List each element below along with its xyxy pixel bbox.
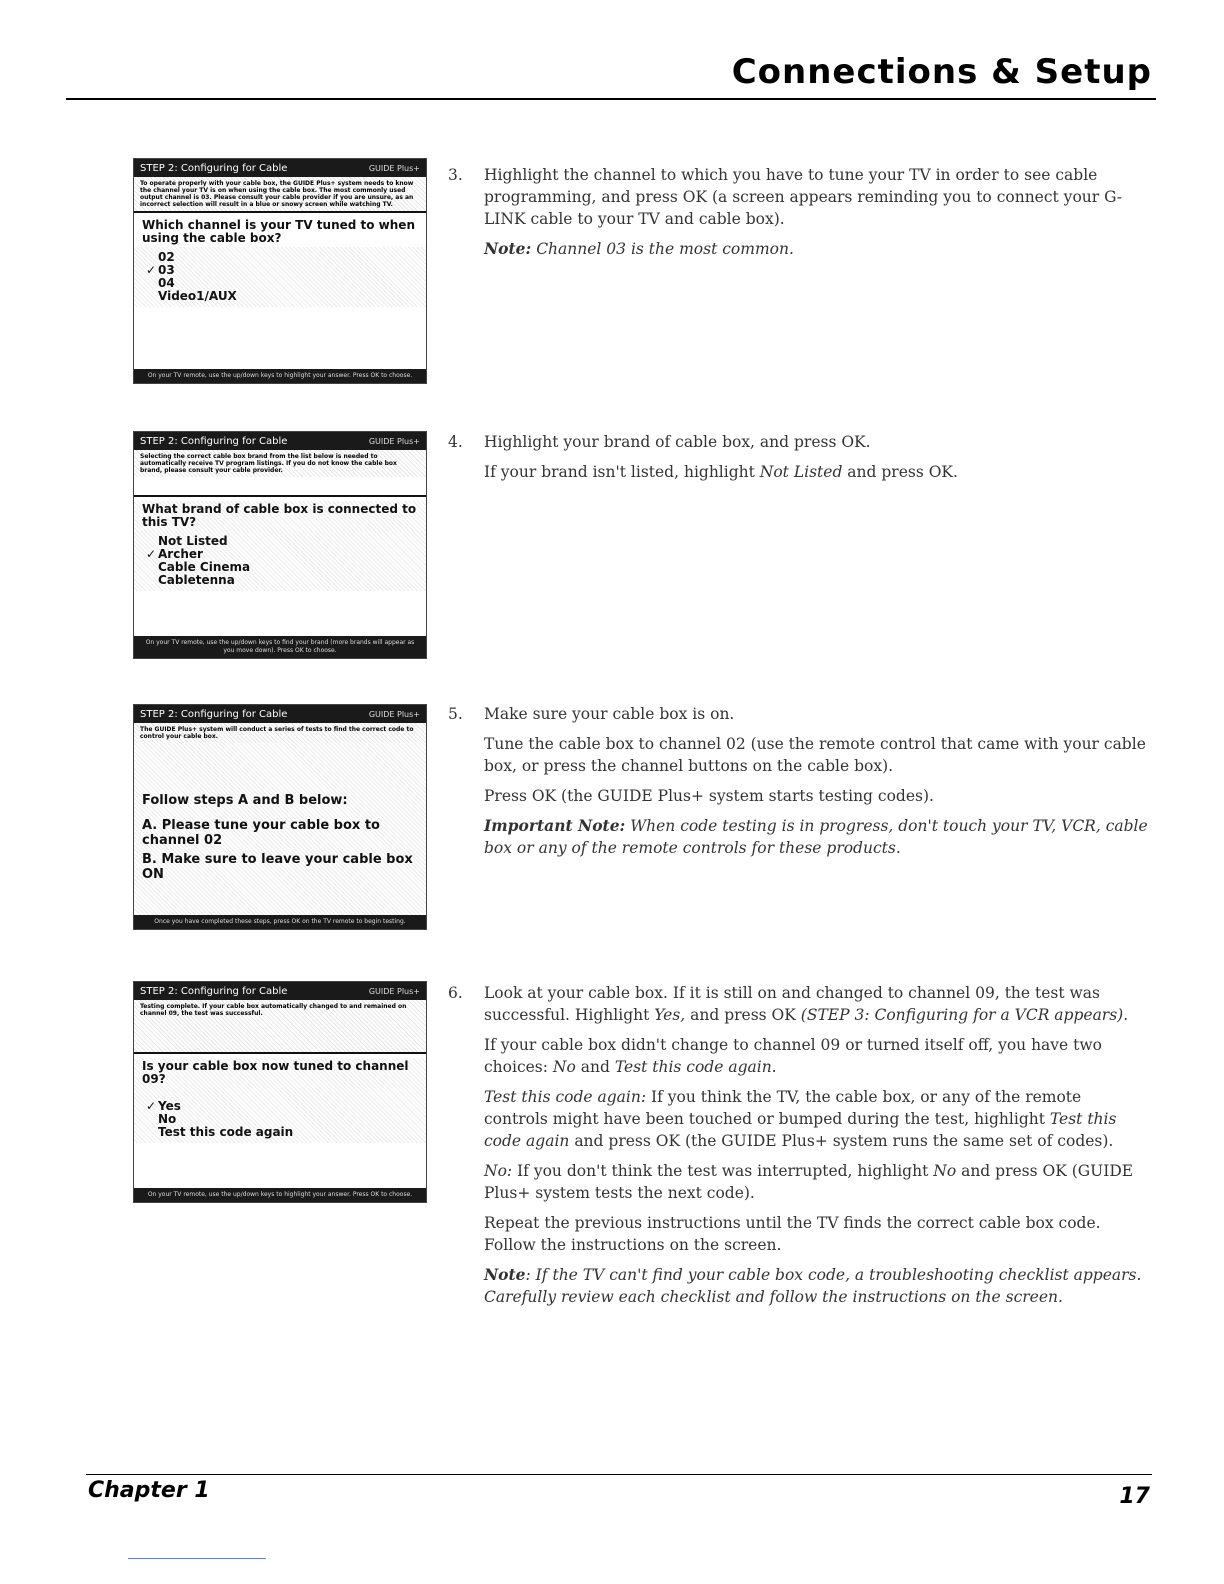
check-icon: ✓ (146, 547, 157, 561)
option-label: No (158, 1112, 177, 1126)
screen-footer: On your TV remote, use the up/down keys to find your brand (more brands will appear as you move down). Press OK to choose. (134, 636, 426, 658)
note-text: Channel 03 is the most common. (536, 240, 794, 258)
note-label: Important Note: (484, 816, 626, 835)
step-text (484, 1034, 1148, 1078)
check-icon (146, 1126, 158, 1139)
note-text: : If the TV can't find your cable box code, a troubleshooting checklist appears. Carefully review each checklist and follow the instructions on the screen. (484, 1266, 1142, 1306)
screen-title: STEP 2: Configuring for Cable (140, 708, 288, 720)
option-item[interactable] (146, 251, 426, 264)
note-label: Note (484, 1265, 526, 1284)
step-text: Repeat the previous instructions until the TV finds the correct cable box code. Follow the instructions on the screen. (484, 1214, 1101, 1254)
screen-question: What brand of cable box is connected to this TV? (134, 501, 426, 531)
page-number: 17 (1119, 1484, 1150, 1509)
screen-title: STEP 2: Configuring for Cable (140, 162, 288, 174)
option-label: 03 (158, 263, 175, 277)
text-run: If you don't think the test was interrupted, highlight (512, 1162, 934, 1180)
screen-channel-select (133, 158, 427, 384)
text-run-italic: No: (484, 1162, 513, 1180)
text-run-italic: Not Listed (759, 463, 843, 481)
divider (134, 1052, 426, 1054)
screen-title: STEP 2: Configuring for Cable (140, 985, 288, 997)
instruction-line: A. Please tune your cable box to channel 02 (142, 818, 380, 848)
step-note (484, 238, 1148, 260)
divider (134, 211, 426, 213)
text-run-italic: Test this code again. (614, 1058, 777, 1076)
guide-plus-logo: GUIDE Plus+ (368, 709, 420, 719)
note-label: Note: (484, 239, 532, 258)
divider (134, 495, 426, 497)
text-run: and press OK. (842, 463, 958, 481)
instruction-line: B. Make sure to leave your cable box ON (142, 852, 413, 882)
option-item[interactable] (146, 1100, 426, 1113)
screen-titlebar (134, 432, 426, 450)
option-label: Cabletenna (158, 573, 235, 587)
screen-question: Which channel is your TV tuned to when using the cable box? (142, 218, 415, 245)
option-item[interactable] (146, 1126, 426, 1139)
check-icon: ✓ (146, 1099, 157, 1113)
text-run-italic: Yes, (654, 1006, 686, 1024)
option-list (134, 1088, 426, 1143)
check-icon (146, 561, 158, 574)
option-label: Video1/AUX (158, 289, 237, 303)
text-run: and press OK (685, 1006, 801, 1024)
screen-footer: On your TV remote, use the up/down keys to highlight your answer. Press OK to choose. (134, 369, 426, 383)
page-header-title: Connections & Setup (731, 52, 1152, 92)
text-run-italic: No (933, 1162, 957, 1180)
step-3 (448, 164, 1148, 268)
screen-intro: The GUIDE Plus+ system will conduct a series of tests to find the correct code to control your cable box. (134, 723, 426, 743)
step-text: Press OK (the GUIDE Plus+ system starts testing codes). (484, 787, 934, 805)
guide-plus-logo: GUIDE Plus+ (368, 986, 420, 996)
screen-test-result (133, 981, 427, 1203)
screen-intro: Selecting the correct cable box brand from the list below is needed to automatically receive TV program listings. If you do not know the cable box brand, please consult your cable provider. (134, 450, 426, 477)
check-icon (146, 290, 158, 303)
text-run-italic: (STEP 3: Configuring for a VCR appears). (800, 1006, 1129, 1024)
step-text: Make sure your cable box is on. (484, 705, 735, 723)
step-text: Highlight your brand of cable box, and press OK. (484, 433, 871, 451)
step-text: Highlight the channel to which you have to tune your TV in order to see cable programming, and press OK (a screen appears reminding you to connect your G-LINK cable to your TV and cable box). (484, 166, 1122, 228)
text-run: and press OK (the GUIDE Plus+ system runs the same set of codes). (569, 1132, 1114, 1150)
screen-title: STEP 2: Configuring for Cable (140, 435, 288, 447)
step-text (484, 1086, 1148, 1152)
check-icon (146, 574, 158, 587)
text-run-italic: No (552, 1058, 576, 1076)
option-item[interactable] (146, 574, 426, 587)
option-label: Test this code again (158, 1125, 294, 1139)
text-run-italic: Test this code again: (484, 1088, 647, 1106)
check-icon (146, 1113, 158, 1126)
text-run: If your cable box didn't change to channel 09 or turned itself off, you have two choices: (484, 1036, 1102, 1076)
text-run: If you think the TV, the cable box, or any of the remote controls might have been touched or bumped during the test, highlight (484, 1088, 1082, 1128)
option-label: Archer (158, 547, 203, 561)
option-label: 04 (158, 276, 175, 290)
check-icon: ✓ (146, 263, 157, 277)
option-label: Not Listed (158, 534, 228, 548)
text-run: and press OK (GUIDE Plus+ system tests the next code). (484, 1162, 1134, 1202)
screen-footer: On your TV remote, use the up/down keys to highlight your answer. Press OK to choose. (134, 1188, 426, 1202)
option-label: 02 (158, 250, 175, 264)
text-run-italic: Test this code again (484, 1110, 1117, 1150)
text-run: Look at your cable box. If it is still on and changed to channel 09, the test was successful. Highlight (484, 984, 1100, 1024)
step-number: 4. (448, 433, 463, 451)
option-list (134, 531, 426, 591)
screen-intro: To operate properly with your cable box, the GUIDE Plus+ system needs to know the channel your TV is on when using the cable box. The most commonly used output channel is 03. Please consult your cable provider if you are unsure, as an incorrect selection will result in a blue or snowy screen while watching TV. (134, 177, 426, 211)
screen-heading: Follow steps A and B below: (142, 793, 348, 808)
step-5 (448, 703, 1148, 867)
screen-titlebar (134, 982, 426, 1000)
scan-artifact-line (128, 1558, 266, 1559)
text-run: and (575, 1058, 615, 1076)
step-4 (448, 431, 1148, 491)
guide-plus-logo: GUIDE Plus+ (368, 436, 420, 446)
step-note (484, 1264, 1148, 1308)
screen-question: Is your cable box now tuned to channel 09? (134, 1058, 426, 1088)
check-icon (146, 277, 158, 290)
option-label: Yes (158, 1099, 181, 1113)
header-rule (66, 98, 1156, 100)
step-text-2 (484, 461, 1148, 483)
option-list (134, 247, 426, 307)
option-item[interactable] (146, 264, 426, 277)
screen-intro: Testing complete. If your cable box automatically changed to and remained on channel 09, the test was successful. (134, 1000, 426, 1052)
step-number: 5. (448, 705, 463, 723)
text-run: If your brand isn't listed, highlight (484, 463, 760, 481)
footer-rule (86, 1474, 1152, 1475)
step-text (484, 1160, 1148, 1204)
note-text: When code testing is in progress, don't touch your TV, VCR, cable box or any of the remote controls for these products. (484, 817, 1148, 857)
option-label: Cable Cinema (158, 560, 251, 574)
option-item[interactable] (146, 290, 426, 303)
screen-titlebar (134, 705, 426, 723)
screen-code-test (133, 704, 427, 930)
step-note (484, 815, 1148, 859)
screen-footer: Once you have completed these steps, press OK on the TV remote to begin testing. (134, 915, 426, 929)
step-6 (448, 982, 1148, 1316)
step-text (484, 982, 1148, 1026)
screen-titlebar (134, 159, 426, 177)
guide-plus-logo: GUIDE Plus+ (368, 163, 420, 173)
step-number: 6. (448, 984, 463, 1002)
step-number: 3. (448, 166, 463, 184)
step-text: Tune the cable box to channel 02 (use the remote control that came with your cable box, or press the channel buttons on the cable box). (484, 735, 1146, 775)
screen-brand-select (133, 431, 427, 659)
chapter-label: Chapter 1 (88, 1478, 210, 1503)
